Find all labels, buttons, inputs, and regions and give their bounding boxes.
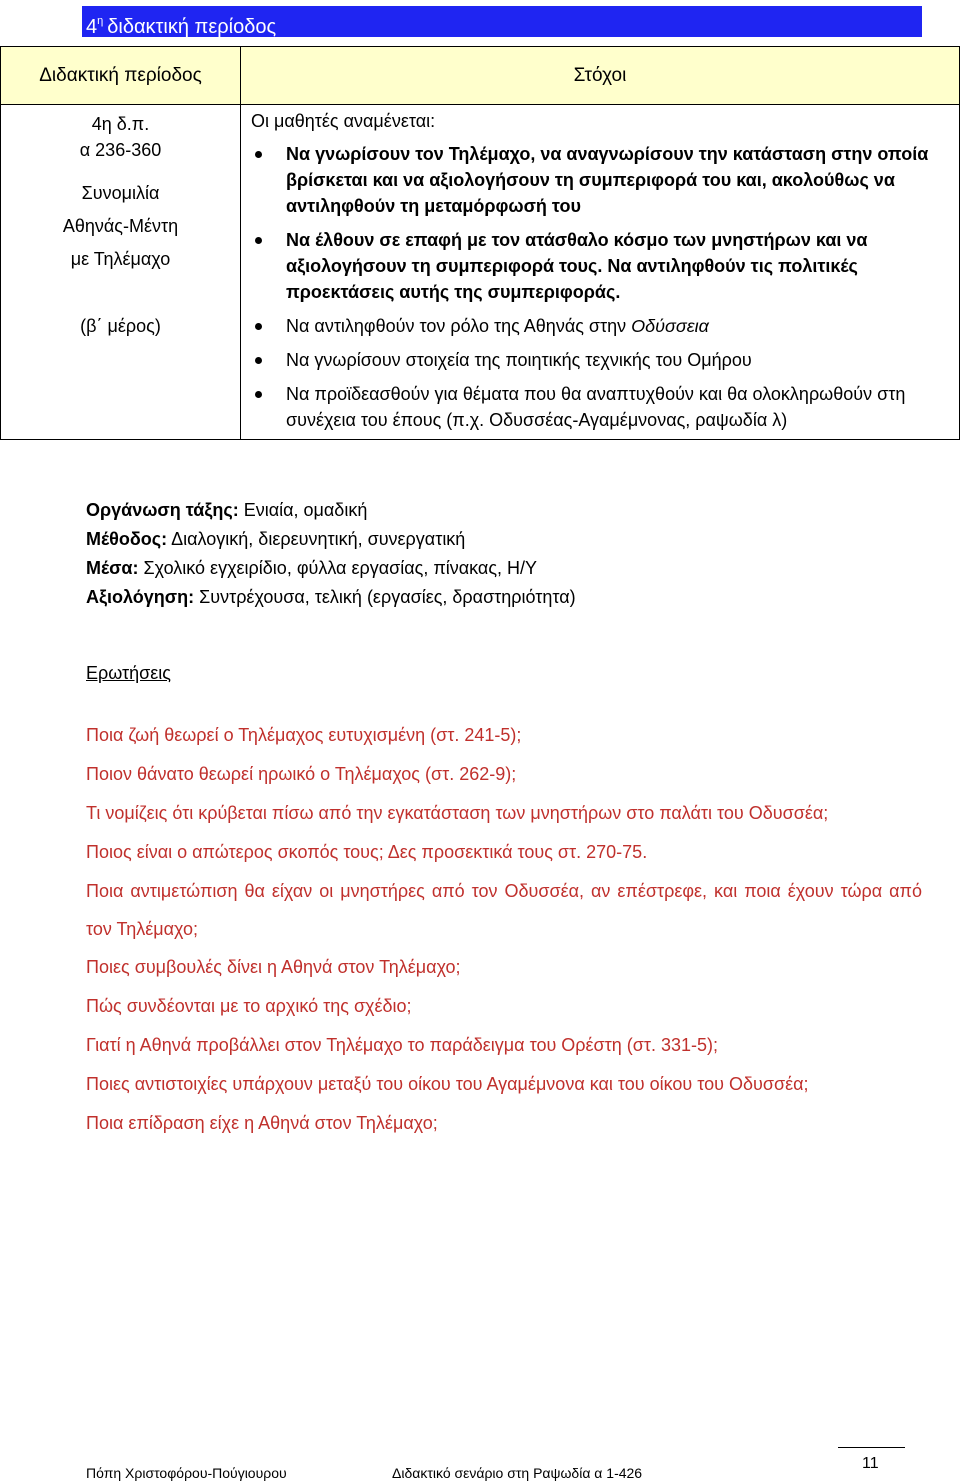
org-line [86,496,576,525]
period-line: Συνομιλία [81,183,160,203]
lesson-plan-table [0,46,960,440]
period-line: 4η δ.π. [91,114,150,134]
banner-text: διδακτική περίοδος [107,16,277,38]
goals-list [241,141,959,433]
org-label: Οργάνωση τάξης: [86,500,239,520]
goal-item: Να προϊδεασθούν για θέματα που θα αναπτυχθούν και θα ολοκληρωθούν στη συνέχεια του έπους (π.χ. Οδυσσέας-Αγαμέμνονας, ραψωδία λ) [241,381,959,433]
period-cell [1,105,241,440]
org-value: Διαλογική, διερευνητική, συνεργατική [167,529,466,549]
question-item: Ποια ζωή θεωρεί ο Τηλέμαχος ευτυχισμένη (στ. 241-5); [86,725,522,745]
page-number: 11 [862,1455,879,1472]
org-label: Μέσα: [86,558,139,578]
period-line: Αθηνάς-Μέντη [62,216,179,236]
question-item: Ποιες συμβουλές δίνει η Αθηνά στον Τηλέμαχο; [86,957,461,977]
footer-rule [838,1447,905,1448]
footer-author: Πόπη Χριστοφόρου-Πούγιουρου [86,1465,287,1481]
question-item: Ποιες αντιστοιχίες υπάρχουν μεταξύ του οίκου του Αγαμέμνονα και του οίκου του Οδυσσέα; [86,1074,809,1094]
question-item: Τι νομίζεις ότι κρύβεται πίσω από την εγκατάσταση των μνηστήρων στο παλάτι του Οδυσσέα; [86,803,829,823]
question-item: Ποιος είναι ο απώτερος σκοπός τους; Δες προσεκτικά τους στ. 270-75. [86,842,648,862]
org-line [86,583,576,612]
header-goals: Στόχοι [241,47,960,105]
period-line: με Τηλέμαχο [70,249,171,269]
org-line [86,525,576,554]
period-line: α 236-360 [79,140,162,160]
question-item: Πώς συνδέονται με το αρχικό της σχέδιο; [86,996,412,1016]
goals-cell [241,105,960,440]
section-banner [82,6,922,37]
questions-list [86,722,922,1136]
org-value: Συντρέχουσα, τελική (εργασίες, δραστηριότητα) [194,587,576,607]
goal-item: Να έλθουν σε επαφή με τον ατάσθαλο κόσμο των μνηστήρων και να αξιολογήσουν τη συμπεριφορά τους. Να αντιληφθούν τις πολιτικές προεκτάσεις αυτής της συμπεριφοράς. [241,227,959,305]
question-item: Ποια επίδραση είχε η Αθηνά στον Τηλέμαχο; [86,1113,438,1133]
org-label: Μέθοδος: [86,529,168,549]
question-item: Ποιον θάνατο θεωρεί ηρωικό ο Τηλέμαχος (στ. 262-9); [86,764,517,784]
question-item: Γιατί η Αθηνά προβάλλει στον Τηλέμαχο το παράδειγμα του Ορέστη (στ. 331-5); [86,1035,719,1055]
goal-item [241,313,959,339]
org-label: Αξιολόγηση: [86,587,195,607]
goal-italic: Οδύσσεια [631,316,709,336]
goal-item: Να γνωρίσουν τον Τηλέμαχο, να αναγνωρίσουν την κατάσταση στην οποία βρίσκεται και να αξιολογήσουν τη συμπεριφορά του και, ακολούθως να αντιληφθούν τη μεταμόρφωσή του [241,141,959,219]
org-line [86,554,576,583]
goal-text: Να αντιληφθούν τον ρόλο της Αθηνάς στην [286,316,632,336]
goals-intro: Οι μαθητές αναμένεται: [251,111,436,131]
question-item: Ποια αντιμετώπιση θα είχαν οι μνηστήρες από τον Οδυσσέα, αν επέστρεφε, και ποια έχουν τώρα από τον Τηλέμαχο; [86,881,922,939]
goal-item: Να γνωρίσουν στοιχεία της ποιητικής τεχνικής του Ομήρου [241,347,959,373]
org-value: Ενιαία, ομαδική [238,500,368,520]
period-line: (β΄ μέρος) [80,316,161,336]
org-value: Σχολικό εγχειρίδιο, φύλλα εργασίας, πίνακας, Η/Υ [138,558,538,578]
organization-block [86,496,576,612]
questions-title: Ερωτήσεις [86,663,171,683]
banner-superscript: η [97,15,104,27]
header-period: Διδακτική περίοδος [1,47,241,105]
footer-title: Διδακτικό σενάριο στη Ραψωδία α 1-426 [392,1465,643,1481]
banner-number: 4 [86,16,98,38]
